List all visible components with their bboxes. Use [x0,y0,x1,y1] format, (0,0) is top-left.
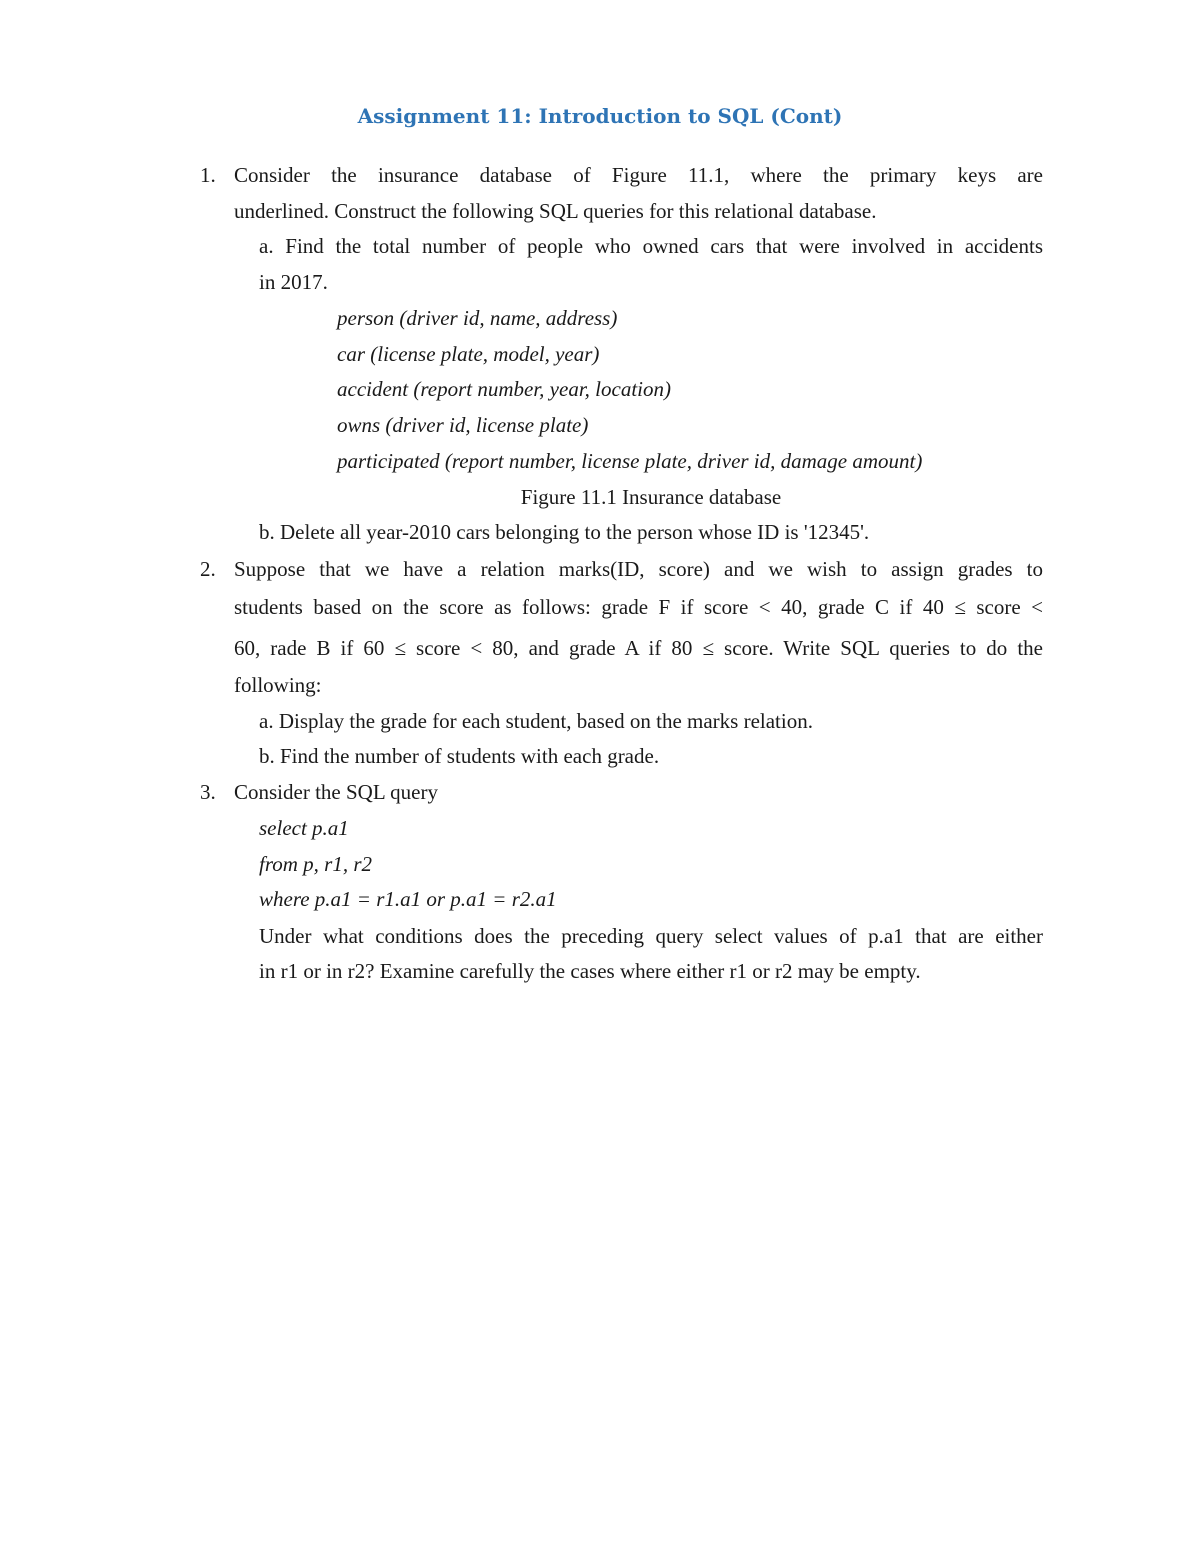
page-title: Assignment 11: Introduction to SQL (Cont) [357,104,843,128]
schema-participated: participated (report number, license plate, driver id, damage amount) [337,449,923,473]
query-select: select p.a1 [259,816,349,840]
q2-text-line3: 60, rade B if 60 ≤ score < 80, and grade A if 80 ≤ score. Write SQL queries to do the [234,636,1043,660]
figure-caption: Figure 11.1 Insurance database [520,485,782,509]
q3-number: 3. [200,780,216,804]
q2a-text: a. Display the grade for each student, based on the marks relation. [259,709,813,733]
q2-text-line4: following: [234,673,322,697]
schema-person: person (driver id, name, address) [337,306,618,330]
q2-text-line2: students based on the score as follows: grade F if score < 40, grade C if 40 ≤ score < [234,595,1043,619]
query-from: from p, r1, r2 [259,852,372,876]
q3-question-line1: Under what conditions does the preceding query select values of p.a1 that are either [259,924,1043,948]
q2-text-line1: Suppose that we have a relation marks(ID, score) and we wish to assign grades to [234,557,1043,581]
q3-text-line1: Consider the SQL query [234,780,438,804]
q1-text-line2: underlined. Construct the following SQL queries for this relational database. [234,199,877,223]
q1a-text-line1: a. Find the total number of people who owned cars that were involved in accidents [259,234,1043,258]
schema-accident: accident (report number, year, location) [337,377,671,401]
schema-owns: owns (driver id, license plate) [337,413,589,437]
query-where: where p.a1 = r1.a1 or p.a1 = r2.a1 [259,887,557,911]
q3-question-line2: in r1 or in r2? Examine carefully the cases where either r1 or r2 may be empty. [259,959,921,983]
q1a-text-line2: in 2017. [259,270,328,294]
q1-number: 1. [200,163,216,187]
q1-text-line1: Consider the insurance database of Figure 11.1, where the primary keys are [234,163,1043,187]
q1b-text: b. Delete all year-2010 cars belonging to the person whose ID is '12345'. [259,520,870,544]
q2b-text: b. Find the number of students with each grade. [259,744,660,768]
q2-number: 2. [200,557,216,581]
schema-car: car (license plate, model, year) [337,342,600,366]
